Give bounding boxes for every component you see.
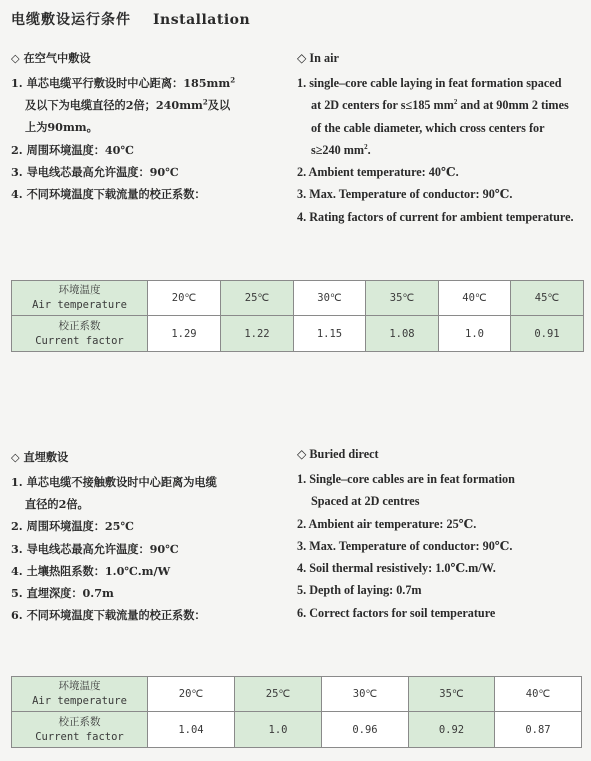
- superscript: 2: [453, 98, 458, 107]
- air-temperature-row: [12, 677, 582, 712]
- label-cn: 环境温度: [58, 284, 101, 296]
- buried-en-line-1: 1. Single–core cables are in feat formation: [297, 472, 515, 486]
- factor-cell: 0.96: [322, 712, 409, 748]
- temp-cell: 25℃: [221, 281, 294, 316]
- label-en: Air temperature: [32, 299, 127, 311]
- buried-en-line-5: 4. Soil thermal resistively: 1.0℃.m/W.: [297, 561, 496, 576]
- temp-cell: 20℃: [148, 677, 235, 712]
- buried-en-header: ◇ Buried direct: [297, 447, 379, 461]
- page-title-en: Installation: [153, 12, 251, 28]
- air-en-line-4: s≥240 $mm^2$.: [311, 142, 371, 157]
- buried-en-line-4: 3. Max. Temperature of conductor: 90℃.: [297, 538, 513, 553]
- air-cn-line-2: 及以下为电缆直径的2倍；$240mm^2$及以: [25, 97, 231, 113]
- superscript: 2: [364, 142, 368, 151]
- label-en: Air temperature: [32, 695, 127, 707]
- temp-cell: 35℃: [409, 677, 495, 712]
- buried-cn-line-1: 1. 单芯电缆不接触敷设时中心距离为电缆: [11, 475, 217, 489]
- buried-en-line-2: Spaced at 2D centres: [311, 494, 420, 509]
- buried-cn-line-5: 4. 土壤热阻系数：1.0℃.m/W: [11, 563, 171, 578]
- current-factor-label: [12, 712, 148, 748]
- factor-cell: 1.04: [148, 712, 235, 748]
- buried-en-line-7: 6. Correct factors for soil temperature: [297, 605, 496, 620]
- buried-en-line-3: 2. Ambient air temperature: 25℃.: [297, 516, 477, 531]
- air-temperature-label: [12, 281, 148, 316]
- buried-cn-line-2: 直径的2倍。: [25, 497, 89, 512]
- buried-cn-header: ◇ 直埋敷设: [11, 450, 69, 464]
- temp-cell: 25℃: [235, 677, 322, 712]
- buried-cn-line-4: 3. 导电线芯最高允许温度：90℃: [11, 541, 179, 556]
- air-en-line-1: 1. single–core cable laying in feat formation spaced: [297, 76, 562, 90]
- factor-cell: 1.22: [221, 316, 294, 352]
- air-en-line-2: at 2D centers for s≤185 $mm^2$ and at 90mm 2 times: [311, 98, 569, 113]
- air-en-line-5: 2. Ambient temperature: 40℃.: [297, 165, 459, 180]
- buried-cn-section: [11, 449, 217, 626]
- air-temperature-row: [12, 281, 584, 316]
- buried-en-section: [297, 447, 515, 624]
- air-cn-header: ◇ 在空气中敷设: [11, 51, 91, 65]
- air-cn-section: [11, 50, 235, 205]
- temp-cell: 30℃: [322, 677, 409, 712]
- factor-cell: 1.29: [148, 316, 221, 352]
- factor-cell: 0.91: [511, 316, 584, 352]
- factor-cell: 1.0: [439, 316, 511, 352]
- temp-cell: 20℃: [148, 281, 221, 316]
- air-temperature-label: [12, 677, 148, 712]
- air-cn-line-1: 1. 单芯电缆平行敷设时中心距离：$185mm^2$: [11, 75, 236, 90]
- air-cn-line-3: 上为90mm。: [25, 120, 98, 135]
- current-factor-label: [12, 316, 148, 352]
- factor-cell: 1.08: [366, 316, 439, 352]
- air-cn-line-6: 4. 不同环境温度下载流量的校正系数：: [11, 187, 206, 202]
- air-factor-table: [11, 280, 584, 352]
- buried-cn-line-6: 5. 直埋深度：0.7m: [11, 586, 114, 601]
- label-cn: 校正系数: [58, 715, 101, 728]
- temp-cell: 40℃: [495, 677, 582, 712]
- label-cn: 环境温度: [58, 680, 101, 692]
- superscript: 2: [202, 97, 208, 107]
- label-en: Current factor: [35, 334, 124, 347]
- factor-cell: 0.92: [409, 712, 495, 748]
- factor-cell: 1.0: [235, 712, 322, 748]
- page-title: [11, 9, 250, 29]
- buried-cn-line-3: 2. 周围环境温度：25℃: [11, 519, 134, 534]
- temp-cell: 45℃: [511, 281, 584, 316]
- current-factor-row: [12, 712, 582, 748]
- buried-en-line-6: 5. Depth of laying: 0.7m: [297, 583, 422, 598]
- air-en-line-6: 3. Max. Temperature of conductor: 90℃.: [297, 187, 513, 202]
- air-en-section: [297, 51, 574, 228]
- temp-cell: 40℃: [439, 281, 511, 316]
- superscript: 2: [230, 75, 236, 85]
- air-cn-line-4: 2. 周围环境温度：40℃: [11, 142, 134, 157]
- label-cn: 校正系数: [58, 319, 101, 332]
- air-en-line-3: of the cable diameter, which cross centers for: [311, 120, 545, 135]
- air-en-line-7: 4. Rating factors of current for ambient temperature.: [297, 209, 574, 224]
- air-cn-line-5: 3. 导电线芯最高允许温度：90℃: [11, 164, 179, 179]
- buried-cn-line-7: 6. 不同环境温度下载流量的校正系数：: [11, 608, 206, 623]
- temp-cell: 35℃: [366, 281, 439, 316]
- air-en-header: ◇ In air: [297, 51, 339, 65]
- temp-cell: 30℃: [294, 281, 366, 316]
- label-en: Current factor: [35, 730, 124, 743]
- buried-factor-table: [11, 676, 582, 748]
- current-factor-row: [12, 316, 584, 352]
- factor-cell: 1.15: [294, 316, 366, 352]
- page-title-cn: 电缆敷设运行条件: [11, 12, 131, 28]
- factor-cell: 0.87: [495, 712, 582, 748]
